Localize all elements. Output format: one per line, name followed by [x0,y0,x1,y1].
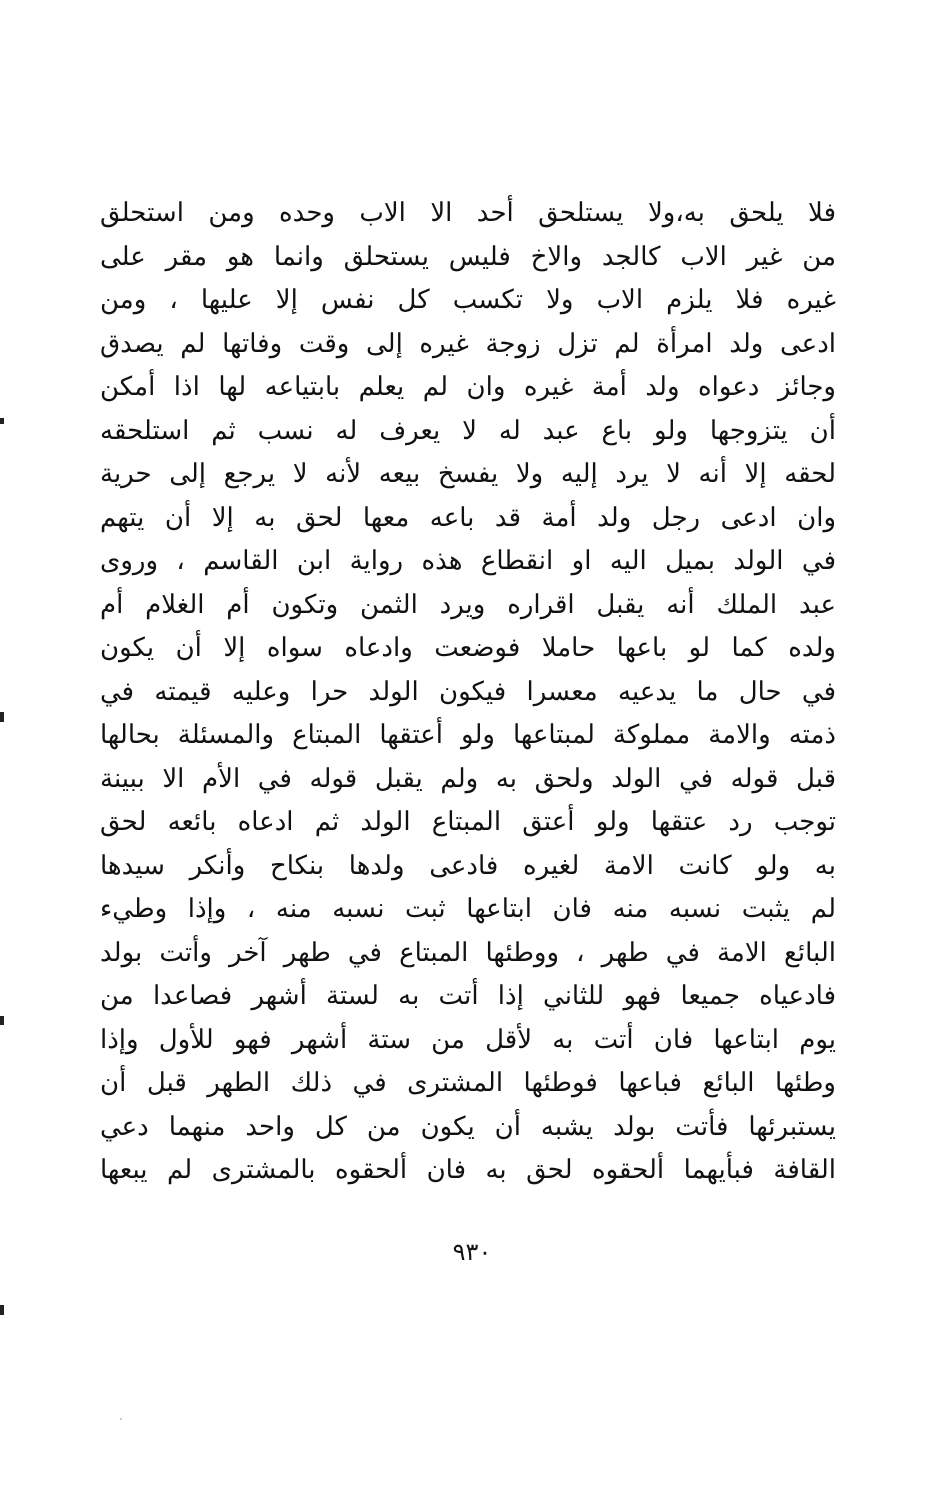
scan-margin-mark [0,418,4,424]
text-line: غيره فلا يلزم الاب ولا تكسب كل نفس إلا عليها ، ومن [100,285,836,315]
text-line: قبل قوله في الولد ولحق به ولم يقبل قوله في الأم الا ببينة [100,763,836,794]
text-line: فادعياه جميعا فهو للثاني إذا أتت به لستة أشهر فصاعدا من [100,981,836,1011]
text-line: به ولو كانت الامة لغيره فادعى ولدها بنكاح وأنكر سيدها [100,850,836,881]
scan-speck [120,1418,122,1420]
text-line: يوم ابتاعها فان أتت به لأقل من ستة أشهر فهو للأول وإذا [100,1024,836,1055]
text-line: ادعى ولد امرأة لم تزل زوجة غيره إلى وقت وفاتها لم يصدق [100,328,836,359]
text-line: عبد الملك أنه يقبل اقراره ويرد الثمن وتكون أم الغلام أم [100,589,836,620]
text-line: وجائز دعواه ولد أمة غيره وان لم يعلم بابتياعه لها اذا أمكن [100,372,836,402]
text-line: وان ادعى رجل ولد أمة قد باعه معها لحق به إلا أن يتهم [100,502,836,533]
text-line: ولده كما لو باعها حاملا فوضعت وادعاه سواه إلا أن يكون [100,633,836,663]
scan-margin-mark [0,712,4,722]
text-line: لحقه إلا أنه لا يرد إليه ولا يفسخ بيعه لأنه لا يرجع إلى حرية [100,459,836,489]
text-line: من غير الاب كالجد والاخ فليس يستحلق وانما هو مقر على [100,241,836,272]
body-text [100,192,836,1193]
text-line: توجب رد عتقها ولو أعتق المبتاع الولد ثم ادعاه بائعه لحق [100,807,836,837]
scan-margin-mark [0,1016,4,1025]
text-line: في حال ما يدعيه معسرا فيكون الولد حرا وعليه قيمته في [100,676,836,707]
text-line: في الولد بميل اليه او انقطاع هذه رواية ابن القاسم ، وروى [100,546,836,576]
text-line: فلا يلحق به،ولا يستلحق أحد الا الاب وحده ومن استحلق [100,198,836,228]
scan-margin-mark [0,1305,4,1315]
text-line: القافة فبأيهما ألحقوه لحق به فان ألحقوه بالمشترى لم يبعها [100,1155,836,1185]
text-line: البائع الامة في طهر ، ووطئها المبتاع في طهر آخر وأتت بولد [100,937,836,968]
text-line: وطئها البائع فباعها فوطئها المشترى في ذلك الطهر قبل أن [100,1068,836,1098]
text-line: يستبرئها فأتت بولد يشبه أن يكون من كل واحد منهما دعي [100,1111,836,1142]
page-number: ٩٣٠ [452,1238,492,1266]
text-line: لم يثبت نسبه منه فان ابتاعها ثبت نسبه منه ، وإذا وطيء [100,894,836,924]
text-line: ذمته والامة مملوكة لمبتاعها ولو أعتقها المبتاع والمسئلة بحالها [100,720,836,750]
text-line: أن يتزوجها ولو باع عبد له لا يعرف له نسب ثم استلحقه [100,415,836,446]
